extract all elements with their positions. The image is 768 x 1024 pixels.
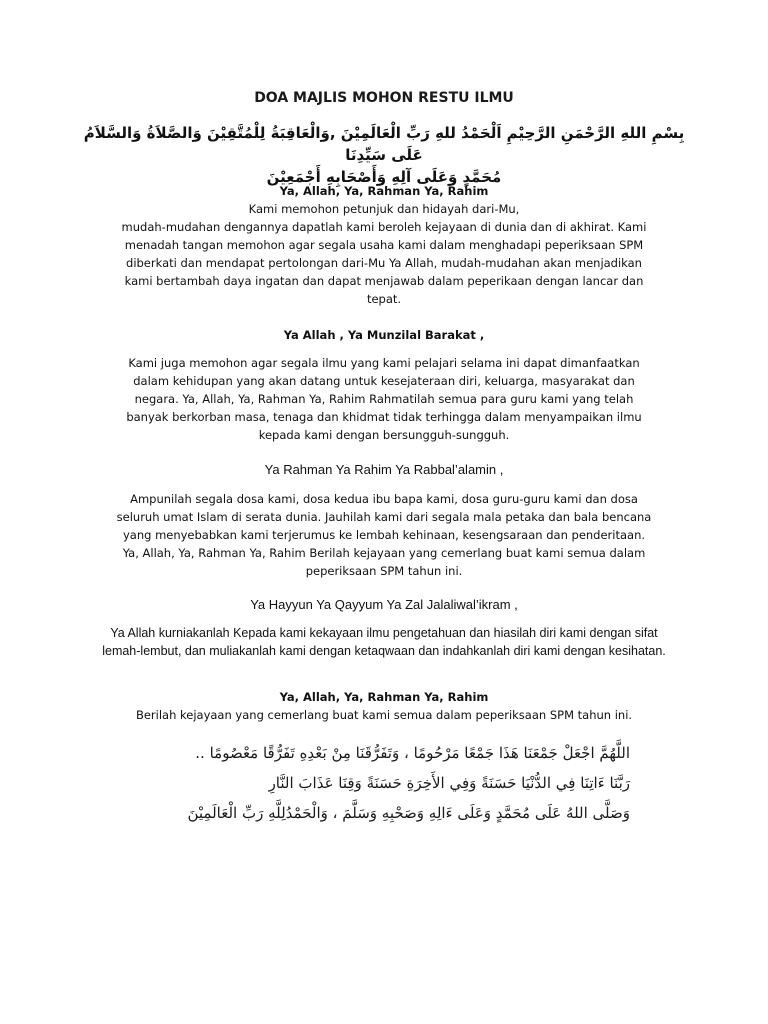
paragraph-line: Kami memohon petunjuk dan hidayah dari-Mu, — [248, 202, 520, 216]
arabic-closing-line: اللَّهُمَّ اجْعَلْ جَمْعَنَا هَذَا جَمْعًا مَرْحُومًا ، وَتَفَرُّقَنَا مِنْ بَعْدِهِ تَفَرُّقًا مَعْصُومًا .. — [195, 744, 630, 762]
arabic-opening-line: مُحَمَّدٍ وَعَلَى آلِهِ وَأَصْحَابِهِ أَجْمَعِيْنَ — [266, 168, 502, 186]
paragraph-line: lemah-lembut, dan muliakanlah kami dengan ketaqwaan dan indahkanlah diri kami dengan kesihatan. — [102, 644, 666, 658]
arabic-closing-line: رَبَّنَا ءَاتِنَا فِي الدُّنْيَا حَسَنَةً وَفِي الأَخِرَةِ حَسَنَةً وَقِنَا عَذَابَ النَّارِ — [268, 774, 630, 792]
section-2 — [88, 354, 680, 444]
paragraph-line: Ya, Allah, Ya, Rahman Ya, Rahim Berilah kejayaan yang cemerlang buat kami semua dalam — [122, 546, 646, 560]
arabic-closing — [150, 738, 630, 828]
paragraph-line: yang menyebabkan kami terjerumus ke lembah kehinaan, kesengsaraan dan penderitaan. — [122, 528, 646, 542]
paragraph-line: banyak berkorban masa, tenaga dan khidmat tidak terhingga dalam menyampaikan ilmu — [126, 410, 642, 424]
paragraph-line: tepat. — [366, 292, 402, 306]
paragraph-line: seluruh umat Islam di serata dunia. Jauhilah kami dari segala mala petaka dan bala bencana — [116, 510, 652, 524]
section-heading: Ya, Allah, Ya, Rahman Ya, Rahim — [279, 690, 489, 704]
section-1 — [88, 182, 680, 308]
arabic-opening-line: بِسْمِ اللهِ الرَّحْمَنِ الرَّحِيْمِ اَلْحَمْدُ للهِ رَبِّ الْعَالَمِيْنَ ,وَالْعَاقِبَةُ لِلْمُتَّقِيْنَ وَالصَّلاَةُ وَالسَّلاَمُ عَلَى سَيِّدِنَا — [83, 124, 685, 164]
paragraph-line: Berilah kejayaan yang cemerlang buat kami semua dalam peperiksaan SPM tahun ini. — [135, 708, 633, 722]
document-title: DOA MAJLIS MOHON RESTU ILMU — [254, 90, 514, 106]
paragraph-line: diberkati dan mendapat pertolongan dari-Mu Ya Allah, mudah-mudahan akan menjadikan — [126, 256, 642, 270]
section-4 — [80, 624, 688, 660]
paragraph-line: kami bertambah daya ingatan dan dapat menjawab dalam peperikaan dengan lancar dan — [124, 274, 644, 288]
section-4-heading: Ya Hayyun Ya Qayyum Ya Zal Jalaliwal’ikram , — [250, 597, 518, 612]
paragraph-line: Ampunilah segala dosa kami, dosa kedua ibu bapa kami, dosa guru-guru kami dan dosa — [130, 492, 638, 506]
paragraph-line: Kami juga memohon agar segala ilmu yang kami pelajari selama ini dapat dimanfaatkan — [128, 356, 640, 370]
section-heading: Ya, Allah, Ya, Rahman Ya, Rahim — [279, 184, 489, 198]
arabic-closing-line: وَصَلَّى اللهُ عَلَى مُحَمَّدٍ وَعَلَى ءَالِهِ وَصَحْبِهِ وَسَلَّمَ ، وَالْحَمْدُلِلَّهِ رَبِّ الْعَالَمِيْنَ — [187, 804, 630, 822]
section-5 — [88, 688, 680, 724]
paragraph-line: mudah-mudahan dengannya dapatlah kami beroleh kejayaan di dunia dan di akhirat. Kami — [121, 220, 647, 234]
paragraph-line: negara. Ya, Allah, Ya, Rahman Ya, Rahim Rahmatilah semua para guru kami yang telah — [134, 392, 634, 406]
section-2-heading: Ya Allah , Ya Munzilal Barakat , — [283, 328, 485, 342]
paragraph-line: Ya Allah kurniakanlah Kepada kami kekayaan ilmu pengetahuan dan hiasilah diri kami dengan sifat — [110, 626, 658, 640]
arabic-opening — [80, 122, 688, 188]
paragraph-line: menadah tangan memohon agar segala usaha kami dalam menghadapi peperiksaan SPM — [124, 238, 644, 252]
section-3 — [88, 490, 680, 580]
paragraph-line: dalam kehidupan yang akan datang untuk kesejateraan diri, keluarga, masyarakat dan — [133, 374, 635, 388]
section-3-heading: Ya Rahman Ya Rahim Ya Rabbal’alamin , — [264, 462, 504, 477]
paragraph-line: peperiksaan SPM tahun ini. — [305, 564, 463, 578]
paragraph-line: kepada kami dengan bersungguh-sungguh. — [258, 428, 510, 442]
